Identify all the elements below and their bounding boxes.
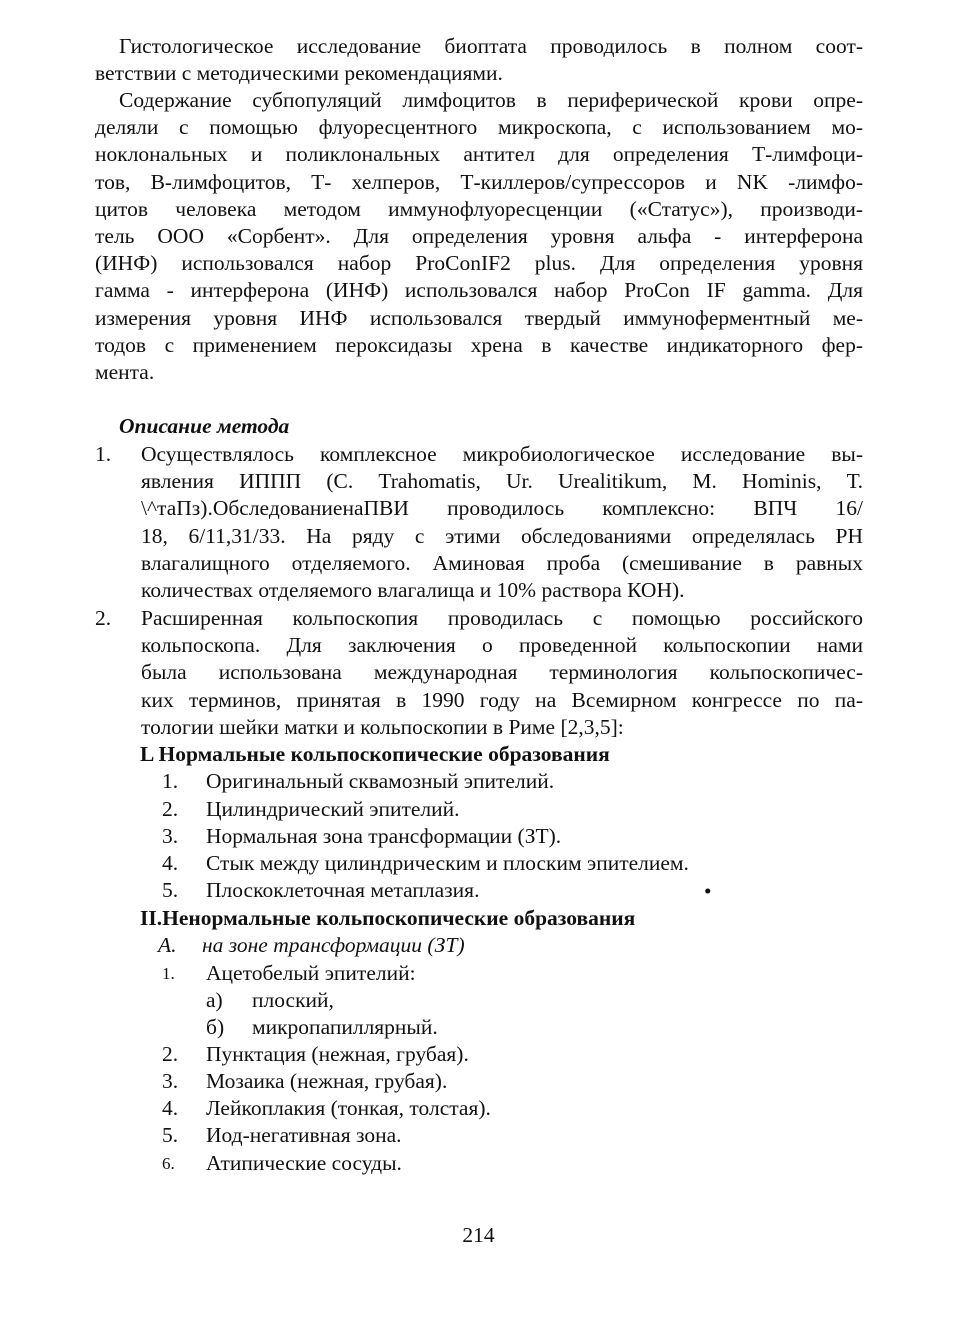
list-number: 5.	[162, 1123, 179, 1147]
text-line: мента.	[95, 360, 155, 385]
text-line: (ИНФ) использовался набор ProConIF2 plus. Для определения уровня	[95, 251, 863, 276]
list-text: Нормальная зона трансформации (ЗТ).	[206, 824, 562, 848]
list-number: 2.	[162, 1042, 179, 1066]
list-text: Лейкоплакия (тонкая, толстая).	[206, 1096, 491, 1120]
sub-list-marker: а)	[206, 988, 223, 1012]
list-number: 3.	[162, 1069, 179, 1093]
sub-list-text: плоский,	[252, 988, 334, 1012]
text-line: была использована международная терминология кольпоскопичес-	[141, 660, 863, 685]
text-line: Расширенная кольпоскопия проводилась с помощью российского	[141, 606, 863, 630]
subsection-text: на зоне трансформации (ЗТ)	[202, 933, 465, 957]
text-line: деляли с помощью флуоресцентного микроскопа, с использованием мо-	[95, 115, 863, 140]
list-text: Атипические сосуды.	[206, 1151, 402, 1175]
list-number: 1.	[162, 769, 179, 793]
text-line: \^таПз).ОбследованиенаПВИ проводилось комплексно: ВПЧ 16/	[141, 496, 863, 521]
section-heading: Описание метода	[119, 414, 290, 438]
list-number: 5.	[162, 878, 179, 902]
page-number: 214	[462, 1223, 495, 1247]
sub-list-text: микропапиллярный.	[252, 1015, 438, 1039]
text-line: цитов человека методом иммунофлуоресценции («Статус»), производи-	[95, 196, 863, 221]
list-number: 6.	[162, 1154, 175, 1173]
section-normal-title: L Нормальные кольпоскопические образования	[140, 742, 610, 766]
list-text: Ацетобелый эпителий:	[206, 961, 416, 985]
list-number: 1.	[162, 964, 175, 983]
sub-list-item	[206, 1014, 438, 1041]
text-line: Гистологическое исследование биоптата проводилось в полном соот-	[119, 34, 863, 58]
list-text: Плоскоклеточная метаплазия.	[206, 878, 480, 902]
text-line: ноклональных и поликлональных антител для определения Т-лимфоци-	[95, 142, 863, 167]
text-line: измерения уровня ИНФ использовался твердый иммуноферментный ме-	[95, 305, 863, 330]
text-line: тов, В-лимфоцитов, Т- хелперов, Т-киллеров/супрессоров и NK -лимфо-	[95, 169, 863, 194]
stray-bullet-mark: •	[704, 879, 712, 903]
list-number: 2.	[162, 797, 179, 821]
text-line: ветствии с методическими рекомендациями.	[95, 61, 503, 86]
list-number: 1.	[95, 442, 112, 466]
list-text: Пунктация (нежная, грубая).	[206, 1042, 469, 1066]
text-line: 18, 6/11,31/33. На ряду с этими обследованиями определялась PH	[141, 523, 863, 548]
list-number: 3.	[162, 824, 179, 848]
list-text: Цилиндрический эпителий.	[206, 797, 460, 821]
text-line: тологии шейки матки и кольпоскопии в Риме [2,3,5]:	[141, 714, 624, 739]
list-number: 4.	[162, 851, 179, 875]
text-line: Осуществлялось комплексное микробиологическое исследование вы-	[141, 442, 863, 466]
text-line: количествах отделяемого влагалища и 10% раствора КОН).	[141, 578, 685, 603]
text-line: гамма - интерферона (ИНФ) использовался набор ProCon IF gamma. Для	[95, 278, 863, 303]
text-line: Содержание субпопуляций лимфоцитов в периферической крови опре-	[119, 88, 863, 112]
text-line: влагалищного отделяемого. Аминовая проба (смешивание в равных	[141, 550, 863, 575]
paragraph-lymphocytes	[95, 87, 863, 386]
paragraph-histology	[95, 33, 863, 87]
section-abnormal-title: II.Ненормальные кольпоскопические образования	[140, 906, 636, 930]
subsection-letter: А.	[158, 933, 177, 957]
text-line: явления ИППП (С. Trahomatis, Ur. Urealitikum, M. Hominis, Т.	[141, 469, 863, 494]
sub-list-marker: б)	[206, 1015, 225, 1039]
list-text: Мозаика (нежная, грубая).	[206, 1069, 448, 1093]
text-line: ких терминов, принятая в 1990 году на Всемирном конгрессе по па-	[141, 687, 863, 712]
text-line: тодов с применением пероксидазы хрена в качестве индикаторного фер-	[95, 332, 863, 357]
sub-list-item	[206, 987, 334, 1014]
list-text: Оригинальный сквамозный эпителий.	[206, 769, 555, 793]
list-text: Стык между цилиндрическим и плоским эпителием.	[206, 851, 689, 875]
text-line: кольпоскопа. Для заключения о проведенной кольпоскопии нами	[141, 633, 863, 658]
list-text: Иод-негативная зона.	[206, 1123, 402, 1147]
list-number: 4.	[162, 1096, 179, 1120]
list-number: 2.	[95, 606, 112, 630]
text-line: тель ООО «Сорбент». Для определения уровня альфа - интерферона	[95, 224, 863, 249]
